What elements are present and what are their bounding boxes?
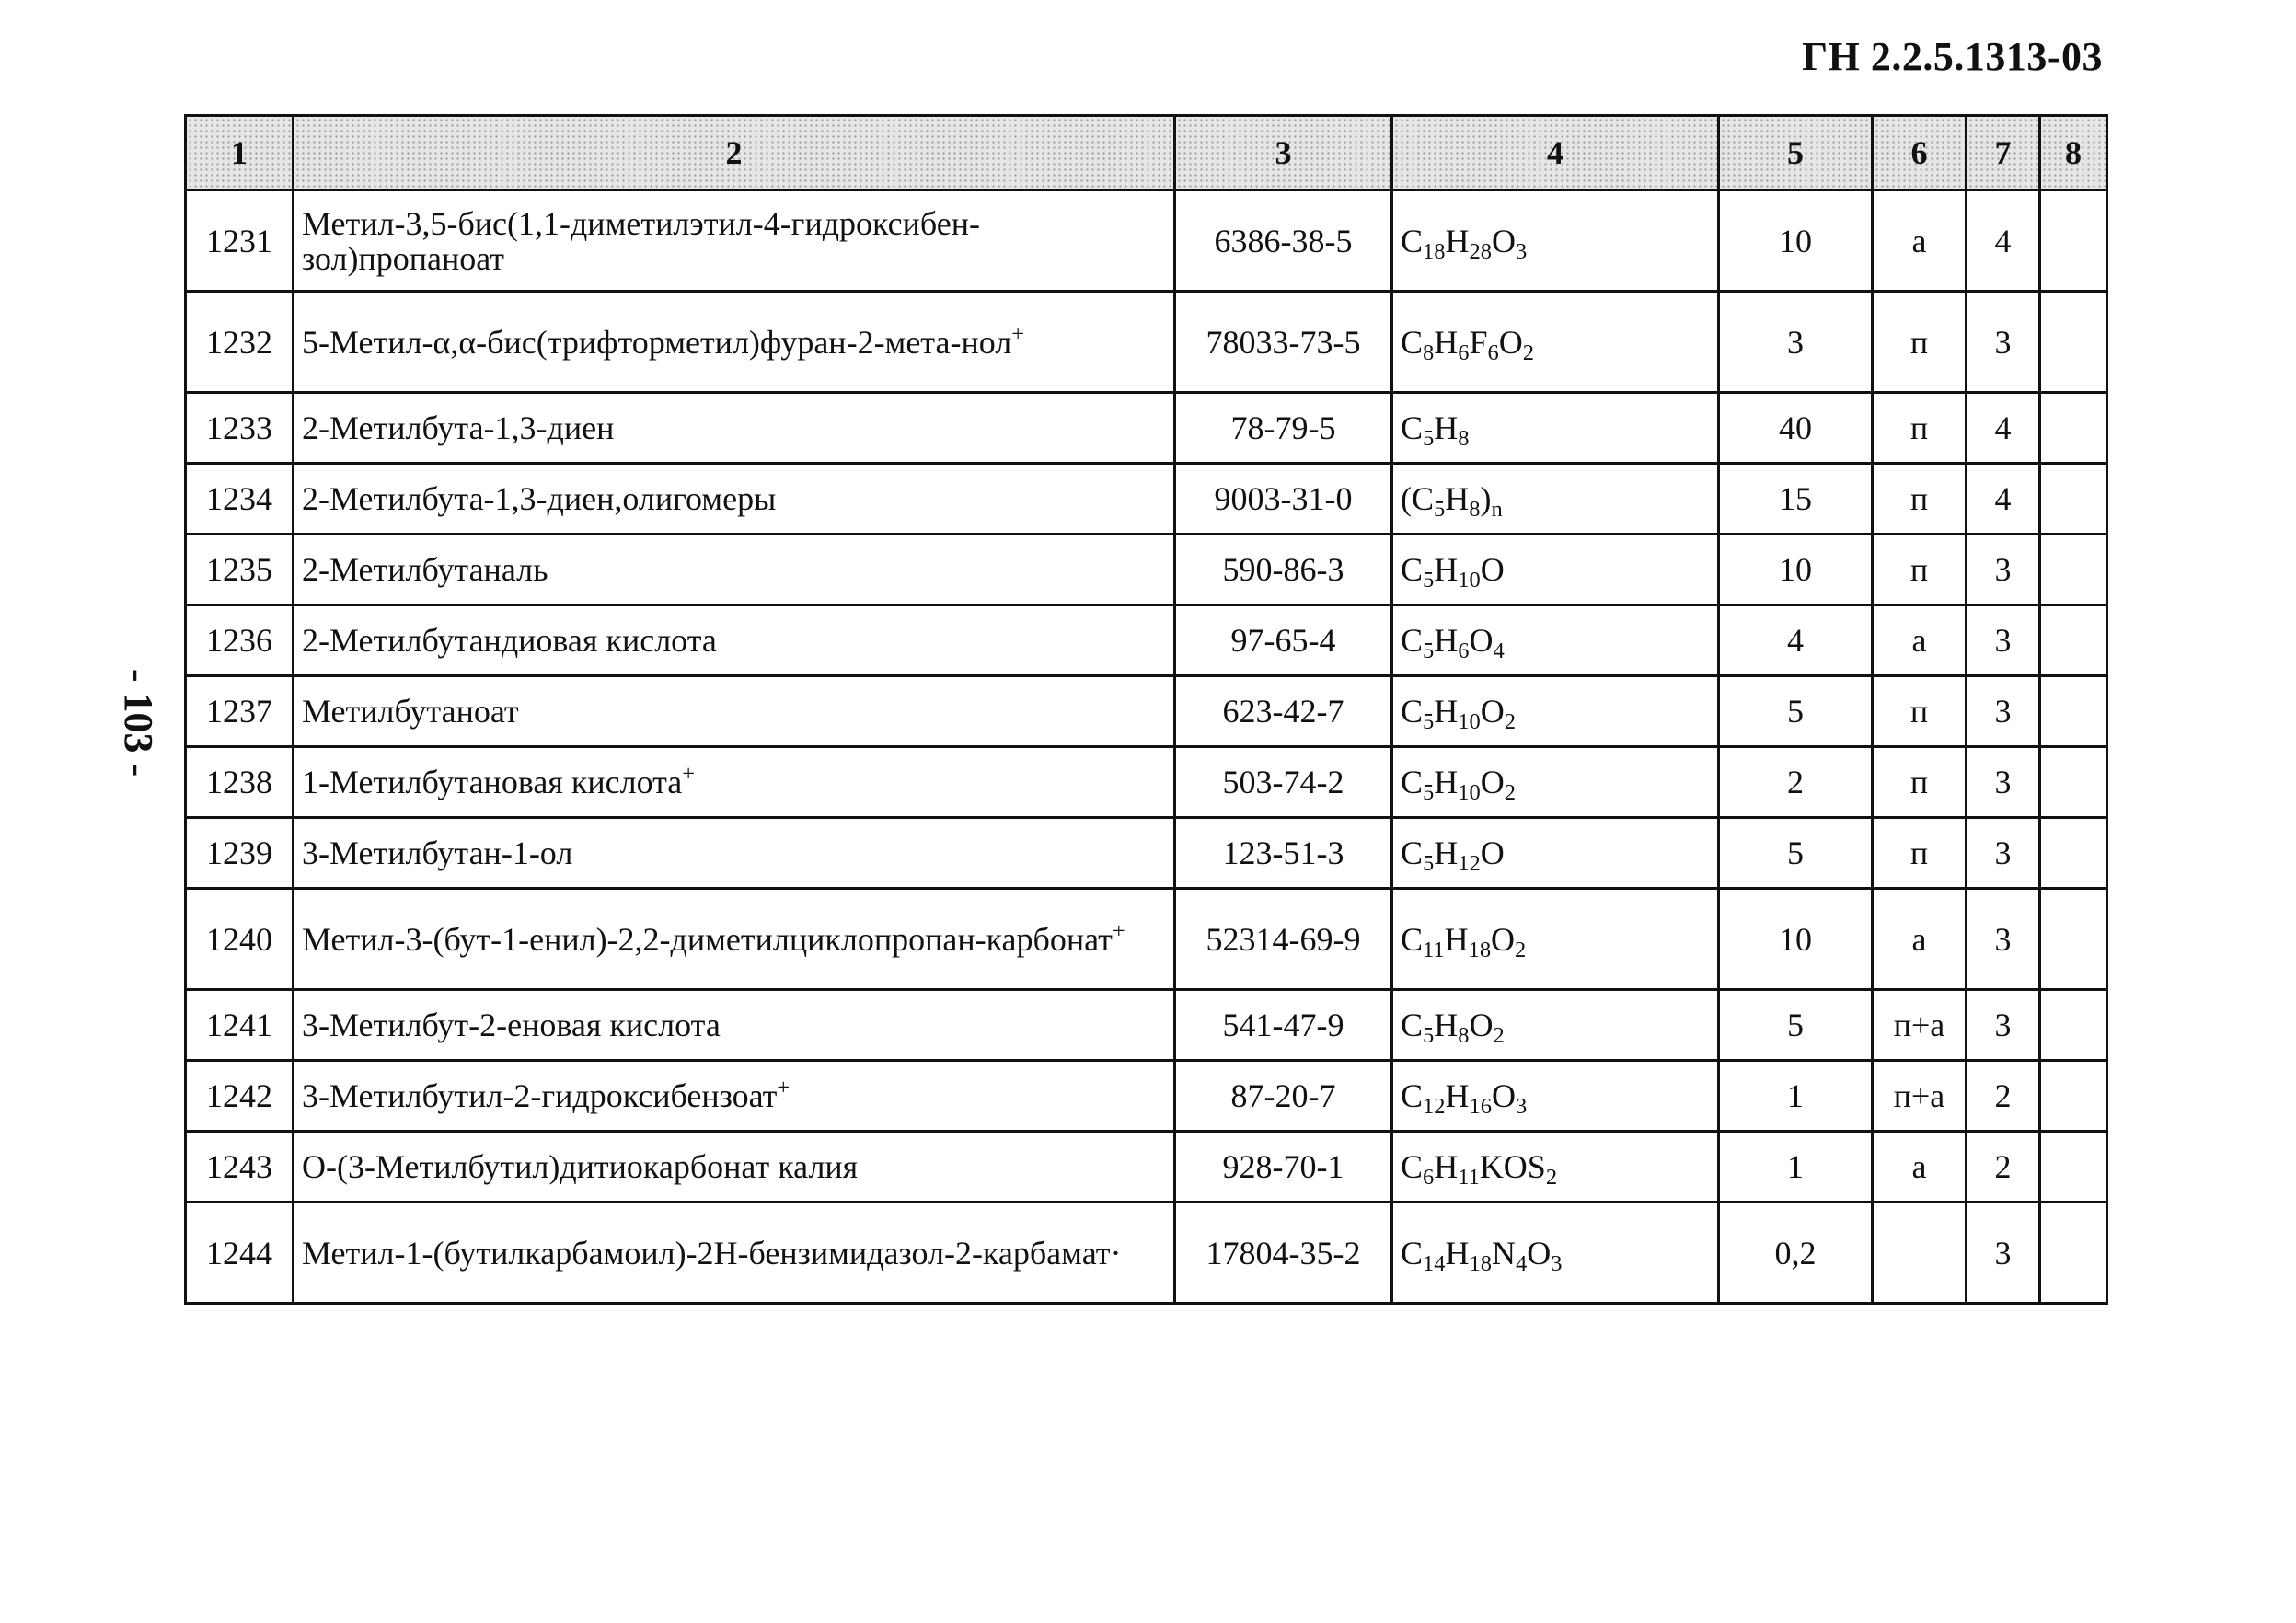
limit-value: 5 (1719, 818, 1873, 889)
note-cell (2040, 190, 2107, 292)
chemical-formula: $C_5H_{10}O_2$ (1392, 747, 1719, 818)
cas-number: 6386-38-5 (1175, 190, 1392, 292)
substance-name: 2-Метилбута-1,3-диен (294, 393, 1175, 464)
aggregate-state: п+а (1873, 1061, 1967, 1132)
document-code: ГН 2.2.5.1313-03 (1802, 34, 2103, 79)
note-cell (2040, 1061, 2107, 1132)
column-header: 6 (1873, 116, 1967, 190)
cas-number: 17804-35-2 (1175, 1203, 1392, 1304)
table-row (186, 990, 2107, 1061)
page-number: - 103 - (116, 668, 162, 777)
substance-name: 2-Метилбутандиовая кислота (294, 605, 1175, 676)
cas-number: 52314-69-9 (1175, 889, 1392, 990)
substance-name: 2-Метилбута-1,3-диен,олигомеры (294, 464, 1175, 535)
chemical-formula: $C_{11}H_{18}O_2$ (1392, 889, 1719, 990)
aggregate-state: п (1873, 535, 1967, 605)
substance-name: 3-Метилбутан-1-ол (294, 818, 1175, 889)
limit-value: 10 (1719, 190, 1873, 292)
table-body (186, 190, 2107, 1304)
substance-number: 1239 (186, 818, 294, 889)
aggregate-state: п (1873, 676, 1967, 747)
column-header: 7 (1967, 116, 2040, 190)
column-header: 4 (1392, 116, 1719, 190)
aggregate-state: а (1873, 1132, 1967, 1203)
hazard-class: 3 (1967, 818, 2040, 889)
chemical-formula: $C_5H_8$ (1392, 393, 1719, 464)
limit-value: 5 (1719, 990, 1873, 1061)
aggregate-state: п (1873, 292, 1967, 393)
hazard-class: 3 (1967, 1203, 2040, 1304)
substance-number: 1242 (186, 1061, 294, 1132)
aggregate-state (1873, 1203, 1967, 1304)
chemical-formula: $(C_5H_8)_n$ (1392, 464, 1719, 535)
table-row (186, 190, 2107, 292)
chemical-formula: $C_5H_8O_2$ (1392, 990, 1719, 1061)
cas-number: 123-51-3 (1175, 818, 1392, 889)
table-row (186, 535, 2107, 605)
aggregate-state: п (1873, 393, 1967, 464)
note-cell (2040, 292, 2107, 393)
column-header: 3 (1175, 116, 1392, 190)
substance-name: 5-Метил-α,α-бис(трифторметил)фуран-2-мета-нол+ (294, 292, 1175, 393)
table-row (186, 1061, 2107, 1132)
column-header: 5 (1719, 116, 1873, 190)
hazard-class: 3 (1967, 747, 2040, 818)
table-row (186, 818, 2107, 889)
cas-number: 503-74-2 (1175, 747, 1392, 818)
column-header: 8 (2040, 116, 2107, 190)
hazard-class: 3 (1967, 676, 2040, 747)
cas-number: 928-70-1 (1175, 1132, 1392, 1203)
limit-value: 10 (1719, 889, 1873, 990)
hazard-class: 3 (1967, 605, 2040, 676)
substance-number: 1241 (186, 990, 294, 1061)
table-header-row (186, 116, 2107, 190)
note-cell (2040, 1132, 2107, 1203)
chemical-formula: $C_5H_6O_4$ (1392, 605, 1719, 676)
aggregate-state: п (1873, 818, 1967, 889)
aggregate-state: п (1873, 464, 1967, 535)
table-row (186, 889, 2107, 990)
substance-number: 1234 (186, 464, 294, 535)
hazard-class: 3 (1967, 535, 2040, 605)
limit-value: 4 (1719, 605, 1873, 676)
table-row (186, 747, 2107, 818)
chemical-formula: $C_5H_{12}O$ (1392, 818, 1719, 889)
note-cell (2040, 676, 2107, 747)
substance-number: 1237 (186, 676, 294, 747)
cas-number: 590-86-3 (1175, 535, 1392, 605)
aggregate-state: п (1873, 747, 1967, 818)
table-row (186, 292, 2107, 393)
substances-table (184, 114, 2108, 1305)
substance-number: 1244 (186, 1203, 294, 1304)
cas-number: 97-65-4 (1175, 605, 1392, 676)
substance-number: 1232 (186, 292, 294, 393)
table-row (186, 464, 2107, 535)
cas-number: 78033-73-5 (1175, 292, 1392, 393)
cas-number: 87-20-7 (1175, 1061, 1392, 1132)
substance-name: 3-Метилбутил-2-гидроксибензоат+ (294, 1061, 1175, 1132)
aggregate-state: а (1873, 190, 1967, 292)
hazard-class: 4 (1967, 464, 2040, 535)
substance-number: 1240 (186, 889, 294, 990)
limit-value: 40 (1719, 393, 1873, 464)
chemical-formula: $C_5H_{10}O$ (1392, 535, 1719, 605)
substance-name: Метилбутаноат (294, 676, 1175, 747)
note-cell (2040, 818, 2107, 889)
note-cell (2040, 889, 2107, 990)
substance-name: Метил-1-(бутилкарбамоил)-2Н-бензимидазол-2-карбамат· (294, 1203, 1175, 1304)
chemical-formula: $C_6H_{11}KOS_2$ (1392, 1132, 1719, 1203)
table-row (186, 393, 2107, 464)
substance-number: 1235 (186, 535, 294, 605)
hazard-class: 4 (1967, 393, 2040, 464)
table-row (186, 1132, 2107, 1203)
substance-name: 1-Метилбутановая кислота+ (294, 747, 1175, 818)
note-cell (2040, 464, 2107, 535)
chemical-formula: $C_{18}H_{28}O_3$ (1392, 190, 1719, 292)
note-cell (2040, 535, 2107, 605)
substance-number: 1243 (186, 1132, 294, 1203)
limit-value: 0,2 (1719, 1203, 1873, 1304)
aggregate-state: а (1873, 889, 1967, 990)
limit-value: 10 (1719, 535, 1873, 605)
aggregate-state: а (1873, 605, 1967, 676)
substance-number: 1238 (186, 747, 294, 818)
chemical-formula: $C_{14}H_{18}N_4O_3$ (1392, 1203, 1719, 1304)
table-row (186, 1203, 2107, 1304)
limit-value: 1 (1719, 1061, 1873, 1132)
substance-number: 1236 (186, 605, 294, 676)
limit-value: 15 (1719, 464, 1873, 535)
hazard-class: 2 (1967, 1061, 2040, 1132)
note-cell (2040, 393, 2107, 464)
cas-number: 623-42-7 (1175, 676, 1392, 747)
table-row (186, 605, 2107, 676)
substance-number: 1233 (186, 393, 294, 464)
limit-value: 5 (1719, 676, 1873, 747)
hazard-class: 3 (1967, 889, 2040, 990)
substance-name: О-(3-Метилбутил)дитиокарбонат калия (294, 1132, 1175, 1203)
limit-value: 2 (1719, 747, 1873, 818)
hazard-class: 2 (1967, 1132, 2040, 1203)
column-header: 2 (294, 116, 1175, 190)
substance-name: 3-Метилбут-2-еновая кислота (294, 990, 1175, 1061)
column-header: 1 (186, 116, 294, 190)
chemical-formula: $C_{12}H_{16}O_3$ (1392, 1061, 1719, 1132)
substance-number: 1231 (186, 190, 294, 292)
note-cell (2040, 747, 2107, 818)
chemical-formula: $C_5H_{10}O_2$ (1392, 676, 1719, 747)
hazard-class: 3 (1967, 990, 2040, 1061)
hazard-class: 4 (1967, 190, 2040, 292)
substance-name: 2-Метилбутаналь (294, 535, 1175, 605)
cas-number: 78-79-5 (1175, 393, 1392, 464)
note-cell (2040, 990, 2107, 1061)
limit-value: 3 (1719, 292, 1873, 393)
hazard-class: 3 (1967, 292, 2040, 393)
chemical-formula: $C_8H_6F_6O_2$ (1392, 292, 1719, 393)
cas-number: 541-47-9 (1175, 990, 1392, 1061)
table-row (186, 676, 2107, 747)
substance-name: Метил-3-(бут-1-енил)-2,2-диметилциклопропан-карбонат+ (294, 889, 1175, 990)
aggregate-state: п+а (1873, 990, 1967, 1061)
limit-value: 1 (1719, 1132, 1873, 1203)
cas-number: 9003-31-0 (1175, 464, 1392, 535)
note-cell (2040, 1203, 2107, 1304)
note-cell (2040, 605, 2107, 676)
substance-name: Метил-3,5-бис(1,1-диметилэтил-4-гидроксибен-зол)пропаноат (294, 190, 1175, 292)
